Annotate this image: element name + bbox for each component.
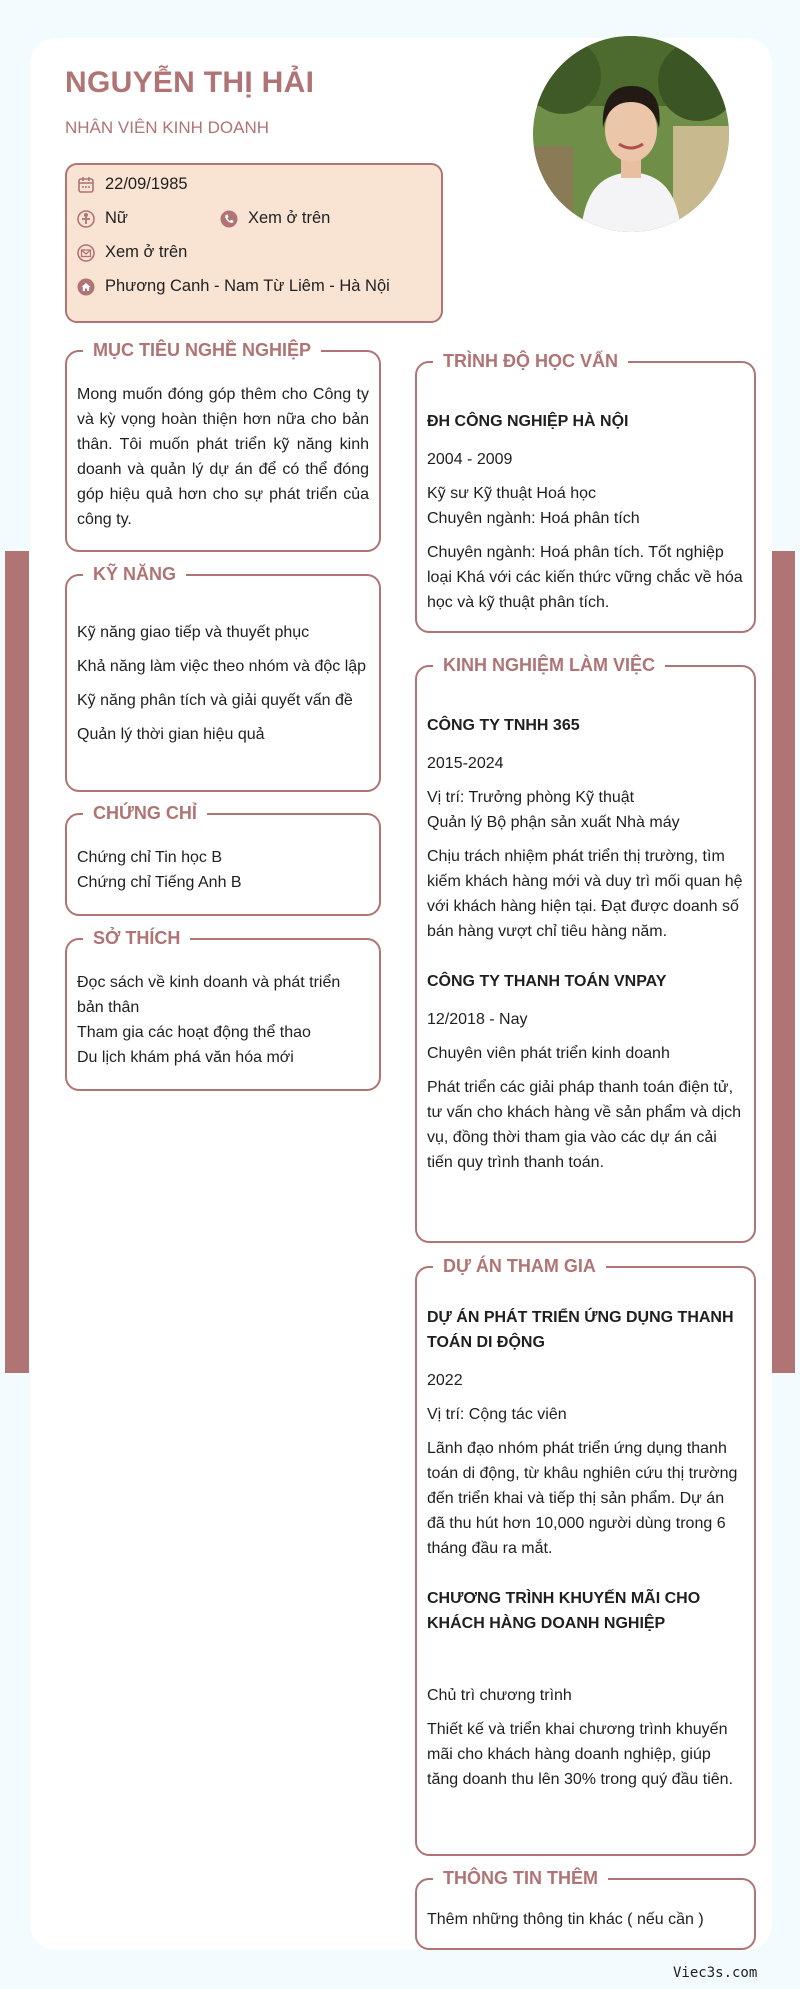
watermark: Viec3s.com	[673, 1965, 758, 1981]
right-accent-bar	[771, 551, 795, 1373]
job-description: Phát triển các giải pháp thanh toán điện tử, tư vấn cho khách hàng về sản phẩm và dịch vụ, đồng thời tham gia vào các dự án cải tiến quy trình thanh toán.	[427, 1079, 742, 1171]
skills-section	[65, 564, 381, 792]
skill-item: Khả năng làm việc theo nhóm và độc lập	[77, 658, 367, 675]
left-accent-bar	[5, 551, 29, 1373]
job-description: Chịu trách nhiệm phát triển thị trường, tìm kiếm khách hàng mới và duy trì mối quan hệ với khách hàng hiện tại. Đạt được doanh số bán hàng vượt chỉ tiêu hàng năm.	[427, 848, 743, 940]
objective-title: MỤC TIÊU NGHỀ NGHIỆP	[83, 338, 321, 362]
job-role: Vị trí: Trưởng phòng Kỹ thuật	[427, 789, 635, 806]
gender-row	[77, 209, 128, 228]
extra-info-text: Thêm những thông tin khác ( nếu cần )	[427, 1911, 704, 1928]
certificate-item: Chứng chỉ Tin học B	[77, 849, 223, 866]
gender-value: Nữ	[105, 209, 128, 227]
skill-item: Kỹ năng phân tích và giải quyết vấn đề	[77, 692, 353, 709]
education-section	[415, 351, 756, 633]
project-description: Thiết kế và triển khai chương trình khuyến mãi cho khách hàng doanh nghiệp, giúp tăng doanh thu lên 30% trong quý đầu tiên.	[427, 1721, 734, 1788]
projects-title: DỰ ÁN THAM GIA	[433, 1254, 606, 1278]
projects-body	[427, 1305, 744, 1792]
job-role: Quản lý Bộ phận sản xuất Nhà máy	[427, 814, 680, 831]
education-period: 2004 - 2009	[427, 451, 513, 468]
job-period: 2015-2024	[427, 755, 504, 772]
hobby-item: Tham gia các hoạt động thể thao	[77, 1024, 311, 1041]
major-line: Chuyên ngành: Hoá phân tích	[427, 510, 640, 527]
phone-value: Xem ở trên	[248, 209, 331, 227]
project-role: Vị trí: Cộng tác viên	[427, 1406, 567, 1423]
project-description: Lãnh đạo nhóm phát triển ứng dụng thanh toán di động, từ khâu nghiên cứu thị trường đến triển khai và tiếp thị sản phẩm. Dự án đã thu hút hơn 10,000 người dùng trong 6 tháng đầu ra mắt.	[427, 1440, 738, 1557]
email-icon	[77, 244, 95, 262]
job-period: 12/2018 - Nay	[427, 1011, 528, 1028]
birthday-value: 22/09/1985	[105, 175, 188, 193]
skill-item: Quản lý thời gian hiệu quả	[77, 726, 265, 743]
hobbies-list	[77, 970, 369, 1070]
home-icon	[77, 278, 95, 296]
job-role: Chuyên viên phát triển kinh doanh	[427, 1045, 670, 1062]
phone-icon	[220, 210, 238, 228]
birthday-row	[77, 175, 188, 194]
project-role: Chủ trì chương trình	[427, 1687, 572, 1704]
projects-section	[415, 1256, 756, 1856]
company-name: CÔNG TY TNHH 365	[427, 717, 580, 734]
calendar-icon	[77, 176, 95, 194]
gender-icon	[77, 210, 95, 228]
certificate-item: Chứng chỉ Tiếng Anh B	[77, 874, 242, 891]
hobbies-section	[65, 928, 381, 1091]
project-name: CHƯƠNG TRÌNH KHUYẾN MÃI CHO KHÁCH HÀNG DOANH NGHIỆP	[427, 1590, 701, 1632]
certificates-list	[77, 845, 369, 895]
certificates-section	[65, 803, 381, 916]
address-row	[77, 277, 390, 296]
objective-section	[65, 340, 381, 552]
job-title: NHÂN VIÊN KINH DOANH	[65, 118, 270, 137]
education-body	[427, 409, 744, 615]
objective-text: Mong muốn đóng góp thêm cho Công ty và kỳ vọng hoàn thiện hơn nữa cho bản thân. Tôi muốn phát triển kỹ năng kinh doanh và quản lý dự án để có thể đóng góp hiệu quả hơn cho sự phát triển của công ty.	[77, 386, 369, 528]
skills-title: KỸ NĂNG	[83, 562, 186, 586]
contact-info-box	[65, 163, 443, 323]
project-name: DỰ ÁN PHÁT TRIỂN ỨNG DỤNG THANH TOÁN DI ĐỘNG	[427, 1309, 734, 1351]
candidate-name: NGUYỄN THỊ HẢI	[65, 66, 315, 99]
avatar-photo	[533, 36, 729, 232]
experience-section	[415, 655, 756, 1243]
phone-row	[220, 209, 330, 228]
address-value: Phương Canh - Nam Từ Liêm - Hà Nội	[105, 277, 390, 295]
extra-info-title: THÔNG TIN THÊM	[433, 1866, 608, 1890]
hobby-item: Du lịch khám phá văn hóa mới	[77, 1049, 294, 1066]
email-value: Xem ở trên	[105, 243, 188, 261]
education-title: TRÌNH ĐỘ HỌC VẤN	[433, 349, 628, 373]
degree-line: Kỹ sư Kỹ thuật Hoá học	[427, 485, 597, 502]
experience-title: KINH NGHIỆM LÀM VIỆC	[433, 653, 665, 677]
project-year: 2022	[427, 1372, 463, 1389]
education-description: Chuyên ngành: Hoá phân tích. Tốt nghiệp loại Khá với các kiến thức vững chắc về hóa học và kỹ thuật phân tích.	[427, 544, 743, 611]
hobby-item: Đọc sách về kinh doanh và phát triển bản thân	[77, 974, 341, 1016]
email-row	[77, 243, 187, 262]
experience-body	[427, 713, 744, 1175]
skill-item: Kỹ năng giao tiếp và thuyết phục	[77, 624, 310, 641]
extra-info-section	[415, 1868, 756, 1950]
school-name: ĐH CÔNG NGHIỆP HÀ NỘI	[427, 413, 629, 430]
company-name: CÔNG TY THANH TOÁN VNPAY	[427, 973, 667, 990]
certificates-title: CHỨNG CHỈ	[83, 801, 207, 825]
hobbies-title: SỞ THÍCH	[83, 926, 190, 950]
avatar	[533, 36, 729, 232]
skills-list	[77, 620, 369, 756]
